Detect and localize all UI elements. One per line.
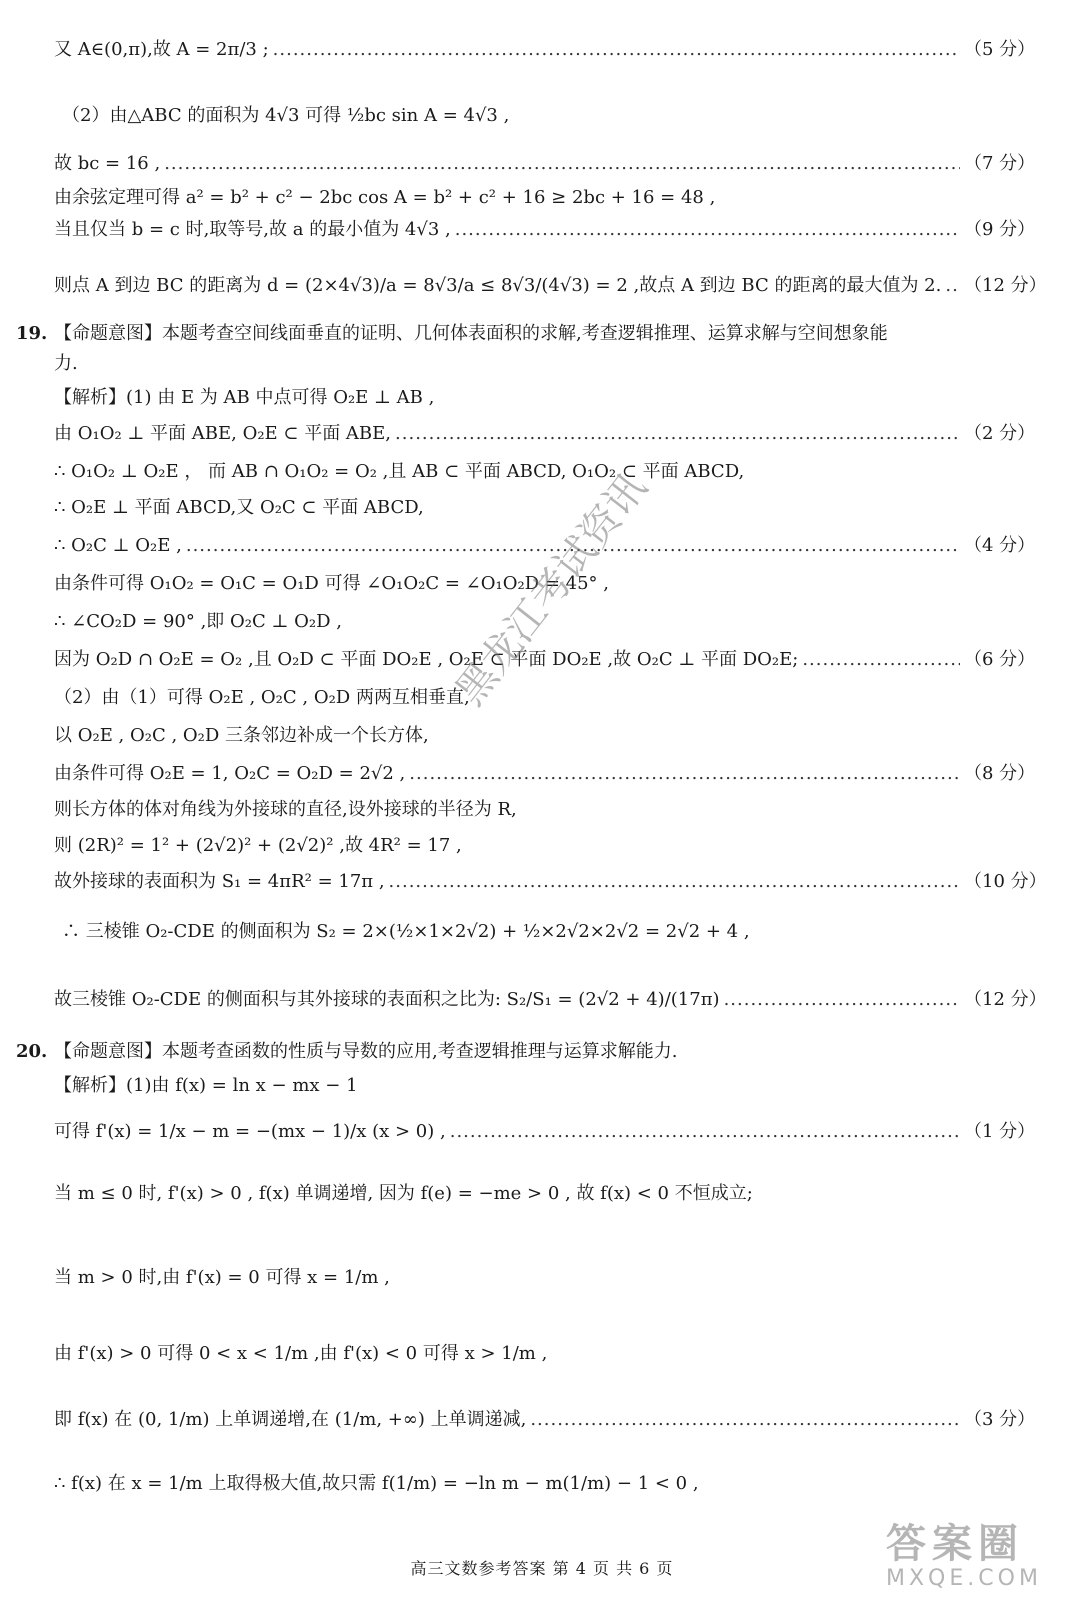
page-footer: 高三文数参考答案 第 4 页 共 6 页 xyxy=(410,1559,674,1578)
score-points: （12 分） xyxy=(964,989,1047,1010)
solution-line xyxy=(54,830,1034,862)
solution-line xyxy=(54,606,1034,638)
solution-line-text: ∴ O₂E ⊥ 平面 ABCD,又 O₂C ⊂ 平面 ABCD, xyxy=(54,497,424,518)
solution-line-text: 当 m > 0 时,由 f'(x) = 0 可得 x = 1/m , xyxy=(54,1267,390,1288)
score-points: （1 分） xyxy=(964,1121,1036,1142)
score-points: （9 分） xyxy=(964,219,1036,240)
leader-dots xyxy=(530,1404,960,1436)
solution-line-text: 故三棱锥 O₂-CDE 的侧面积与其外接球的表面积之比为: S₂/S₁ = (2√2 + 4)/(17π) xyxy=(54,989,720,1010)
solution-line xyxy=(54,1262,1034,1294)
solution-line xyxy=(54,1116,1034,1148)
leader-dots xyxy=(395,418,960,450)
solution-line-text: ∴ ∠CO₂D = 90° ,即 O₂C ⊥ O₂D , xyxy=(54,611,342,632)
solution-line xyxy=(54,270,1047,302)
score-points: （7 分） xyxy=(964,153,1036,174)
score-points: （4 分） xyxy=(964,535,1036,556)
leader-dots xyxy=(273,34,960,66)
solution-line xyxy=(54,1178,1034,1210)
leader-dots xyxy=(389,866,960,898)
solution-line xyxy=(54,866,1047,898)
solution-line xyxy=(54,34,1034,66)
leader-dots xyxy=(186,530,960,562)
solution-line xyxy=(54,984,1047,1016)
solution-line xyxy=(54,418,1034,450)
solution-line xyxy=(54,530,1034,562)
solution-line xyxy=(54,1070,1034,1102)
solution-line-text: （2）由△ABC 的面积为 4√3 可得 ½bc sin A = 4√3 , xyxy=(62,105,510,126)
leader-dots xyxy=(455,214,960,246)
score-points: （5 分） xyxy=(964,39,1036,60)
solution-line xyxy=(54,568,1034,600)
solution-line-text: 可得 f'(x) = 1/x − m = −(mx − 1)/x (x > 0) , xyxy=(54,1121,446,1142)
question-20-intent: 【命题意图】本题考查函数的性质与导数的应用,考查逻辑推理与运算求解能力. xyxy=(54,1041,678,1062)
solution-line-text: 由 f'(x) > 0 可得 0 < x < 1/m ,由 f'(x) < 0 可得 x > 1/m , xyxy=(54,1343,548,1364)
solution-line xyxy=(54,182,1034,214)
solution-line-text: 当且仅当 b = c 时,取等号,故 a 的最小值为 4√3 , xyxy=(54,219,451,240)
leader-dots xyxy=(450,1116,960,1148)
solution-line xyxy=(54,1404,1034,1436)
solution-line-text: ∴ 三棱锥 O₂-CDE 的侧面积为 S₂ = 2×(½×1×2√2) + ½×2√2×2√2 = 2√2 + 4 , xyxy=(62,921,750,942)
stamp-title: 答案圈 xyxy=(886,1521,1024,1567)
solution-line-text: （2）由（1）可得 O₂E , O₂C , O₂D 两两互相垂直, xyxy=(54,687,470,708)
leader-dots xyxy=(802,644,960,676)
solution-line xyxy=(54,148,1034,180)
score-points: （6 分） xyxy=(964,649,1036,670)
solution-line-text: 因为 O₂D ∩ O₂E = O₂ ,且 O₂D ⊂ 平面 DO₂E , O₂E ⊂ 平面 DO₂E ,故 O₂C ⊥ 平面 DO₂E; xyxy=(54,649,799,670)
score-points: （10 分） xyxy=(964,871,1047,892)
solution-line xyxy=(62,916,1042,948)
site-logo-stamp xyxy=(886,1522,1056,1594)
solution-line xyxy=(54,492,1034,524)
solution-line-text: 则 (2R)² = 1² + (2√2)² + (2√2)² ,故 4R² = 17 , xyxy=(54,835,462,856)
question-19-intent-cont: 力. xyxy=(54,353,78,374)
solution-line-text: 故 bc = 16 , xyxy=(54,153,161,174)
solution-line-text: ∴ O₁O₂ ⊥ O₂E ， 而 AB ∩ O₁O₂ = O₂ ,且 AB ⊂ 平面 ABCD, O₁O₂ ⊂ 平面 ABCD, xyxy=(54,461,745,482)
solution-line-text: 故外接球的表面积为 S₁ = 4πR² = 17π , xyxy=(54,871,385,892)
solution-line-text: 则点 A 到边 BC 的距离为 d = (2×4√3)/a = 8√3/a ≤ 8√3/(4√3) = 2 ,故点 A 到边 BC 的距离的最大值为 2. xyxy=(54,275,942,296)
solution-line-text: ∴ f(x) 在 x = 1/m 上取得极大值,故只需 f(1/m) = −ln m − m(1/m) − 1 < 0 , xyxy=(54,1473,699,1494)
solution-line xyxy=(54,214,1034,246)
solution-line xyxy=(54,682,1034,714)
question-19-number: 19. xyxy=(16,323,48,344)
question-19-intent: 【命题意图】本题考查空间线面垂直的证明、几何体表面积的求解,考查逻辑推理、运算求解与空间想象能 xyxy=(54,323,888,344)
solution-line-text: 【解析】(1)由 f(x) = ln x − mx − 1 xyxy=(54,1075,358,1096)
leader-dots xyxy=(945,270,960,302)
solution-line-text: 当 m ≤ 0 时, f'(x) > 0 , f(x) 单调递增, 因为 f(e) = −me > 0 , 故 f(x) < 0 不恒成立; xyxy=(54,1183,753,1204)
solution-line-text: 则长方体的体对角线为外接球的直径,设外接球的半径为 R, xyxy=(54,799,517,820)
stamp-url: MXQE.COM xyxy=(886,1566,1042,1591)
solution-line-text: ∴ O₂C ⊥ O₂E , xyxy=(54,535,182,556)
leader-dots xyxy=(164,148,960,180)
solution-line xyxy=(54,794,1034,826)
solution-line xyxy=(54,382,1034,414)
score-points: （2 分） xyxy=(964,423,1036,444)
solution-line xyxy=(54,456,1034,488)
leader-dots xyxy=(409,758,960,790)
solution-line xyxy=(54,1338,1034,1370)
score-points: （3 分） xyxy=(964,1409,1036,1430)
score-points: （8 分） xyxy=(964,763,1036,784)
leader-dots xyxy=(724,984,960,1016)
solution-line xyxy=(54,1468,1034,1500)
solution-line xyxy=(54,758,1034,790)
solution-line-text: 由 O₁O₂ ⊥ 平面 ABE, O₂E ⊂ 平面 ABE, xyxy=(54,423,392,444)
solution-line-text: 由余弦定理可得 a² = b² + c² − 2bc cos A = b² + c² + 16 ≥ 2bc + 16 = 48 , xyxy=(54,187,716,208)
solution-line xyxy=(62,100,1042,132)
solution-line-text: 以 O₂E , O₂C , O₂D 三条邻边补成一个长方体, xyxy=(54,725,429,746)
solution-line xyxy=(54,644,1034,676)
solution-line-text: 由条件可得 O₁O₂ = O₁C = O₁D 可得 ∠O₁O₂C = ∠O₁O₂D = 45° , xyxy=(54,573,609,594)
solution-line xyxy=(54,720,1034,752)
solution-line-text: 【解析】(1) 由 E 为 AB 中点可得 O₂E ⊥ AB , xyxy=(54,387,435,408)
watermark: 黑龙江考试资讯 xyxy=(447,464,656,714)
solution-line-text: 即 f(x) 在 (0, 1/m) 上单调递增,在 (1/m, +∞) 上单调递减, xyxy=(54,1409,527,1430)
question-20-number: 20. xyxy=(16,1041,48,1062)
score-points: （12 分） xyxy=(964,275,1047,296)
solution-line-text: 由条件可得 O₂E = 1, O₂C = O₂D = 2√2 , xyxy=(54,763,406,784)
solution-line-text: 又 A∈(0,π),故 A = 2π/3 ; xyxy=(54,39,269,60)
